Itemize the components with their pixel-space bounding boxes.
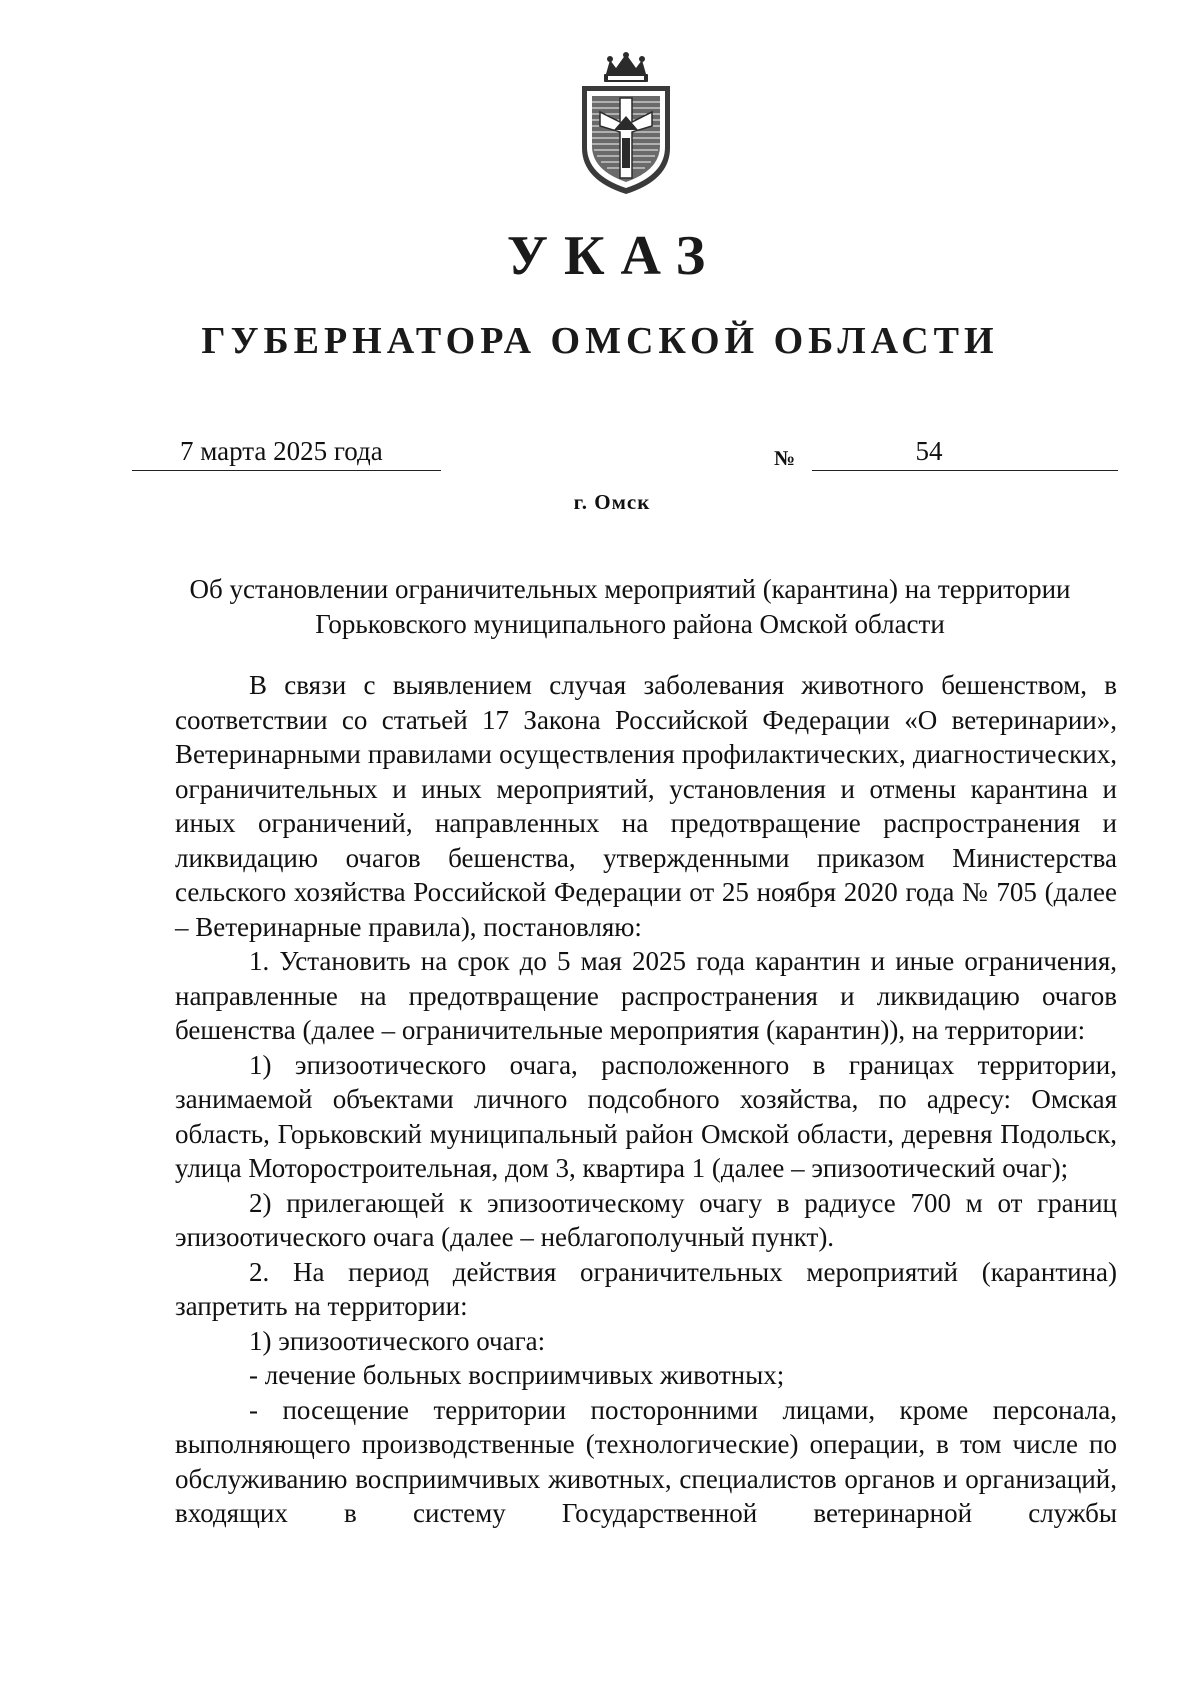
issuer-title: ГУБЕРНАТОРА ОМСКОЙ ОБЛАСТИ [201, 320, 999, 362]
clause-paragraph: 1. Установить на срок до 5 мая 2025 года карантин и иные ограничения, направленные на предотвращение распространения и ликвидацию очагов бешенства (далее – ограничительные мероприятия (карантин)), на территории: [175, 946, 1117, 1045]
subject-line: Об установлении ограничительных мероприятий (карантина) на территории [189, 574, 1071, 604]
document-type-title: УКАЗ [506, 225, 722, 287]
number-label: № [774, 446, 796, 470]
decree-subject [150, 572, 1110, 642]
decree-date: 7 марта 2025 года [180, 436, 383, 466]
clause-paragraph: 2. На период действия ограничительных мероприятий (карантина) запретить на территории: [175, 1256, 1117, 1321]
city: г. Омск [573, 490, 651, 514]
preamble-paragraph: В связи с выявлением случая заболевания животного бешенством, в соответствии со статьей 17 Закона Российской Федерации «О ветеринарии», Ветеринарными правилами осуществления профилактических, диагностических, ограничительных и иных мероприятий, установления и отмены карантина и иных ограничений, направленных на предотвращение распространения и ликвидацию очагов бешенства, утвержденными приказом Министерства сельского хозяйства Российской Федерации от 25 ноября 2020 года № 705 (далее – Ветеринарные правила), постановляю: [175, 670, 1117, 942]
list-item: - лечение больных восприимчивых животных; [249, 1360, 785, 1390]
decree-number: 54 [915, 436, 943, 466]
date-field [132, 436, 441, 471]
number-field [812, 436, 1118, 471]
subject-line: Горьковского муниципального района Омской области [315, 609, 945, 639]
subclause-paragraph: 2) прилегающей к эпизоотическому очагу в радиусе 700 м от границ эпизоотического очага (далее – неблагополучный пункт). [175, 1187, 1117, 1252]
subclause-paragraph: 1) эпизоотического очага: [249, 1325, 546, 1356]
coat-of-arms-icon [570, 52, 682, 197]
list-item: - посещение территории посторонними лицами, кроме персонала, выполняющего производственные (технологические) операции, в том числе по обслуживанию восприимчивых животных, специалистов органов и организаций, входящих в систему Государственной ветеринарной службы [175, 1394, 1117, 1528]
subclause-paragraph: 1) эпизоотического очага, расположенного в границах территории, занимаемой объектами личного подсобного хозяйства, по адресу: Омская область, Горьковский муниципальный район Омской области, деревня Подольск, улица Моторостроительная, дом 3, квартира 1 (далее – эпизоотический очаг); [175, 1049, 1117, 1183]
decree-body [175, 668, 1117, 1531]
